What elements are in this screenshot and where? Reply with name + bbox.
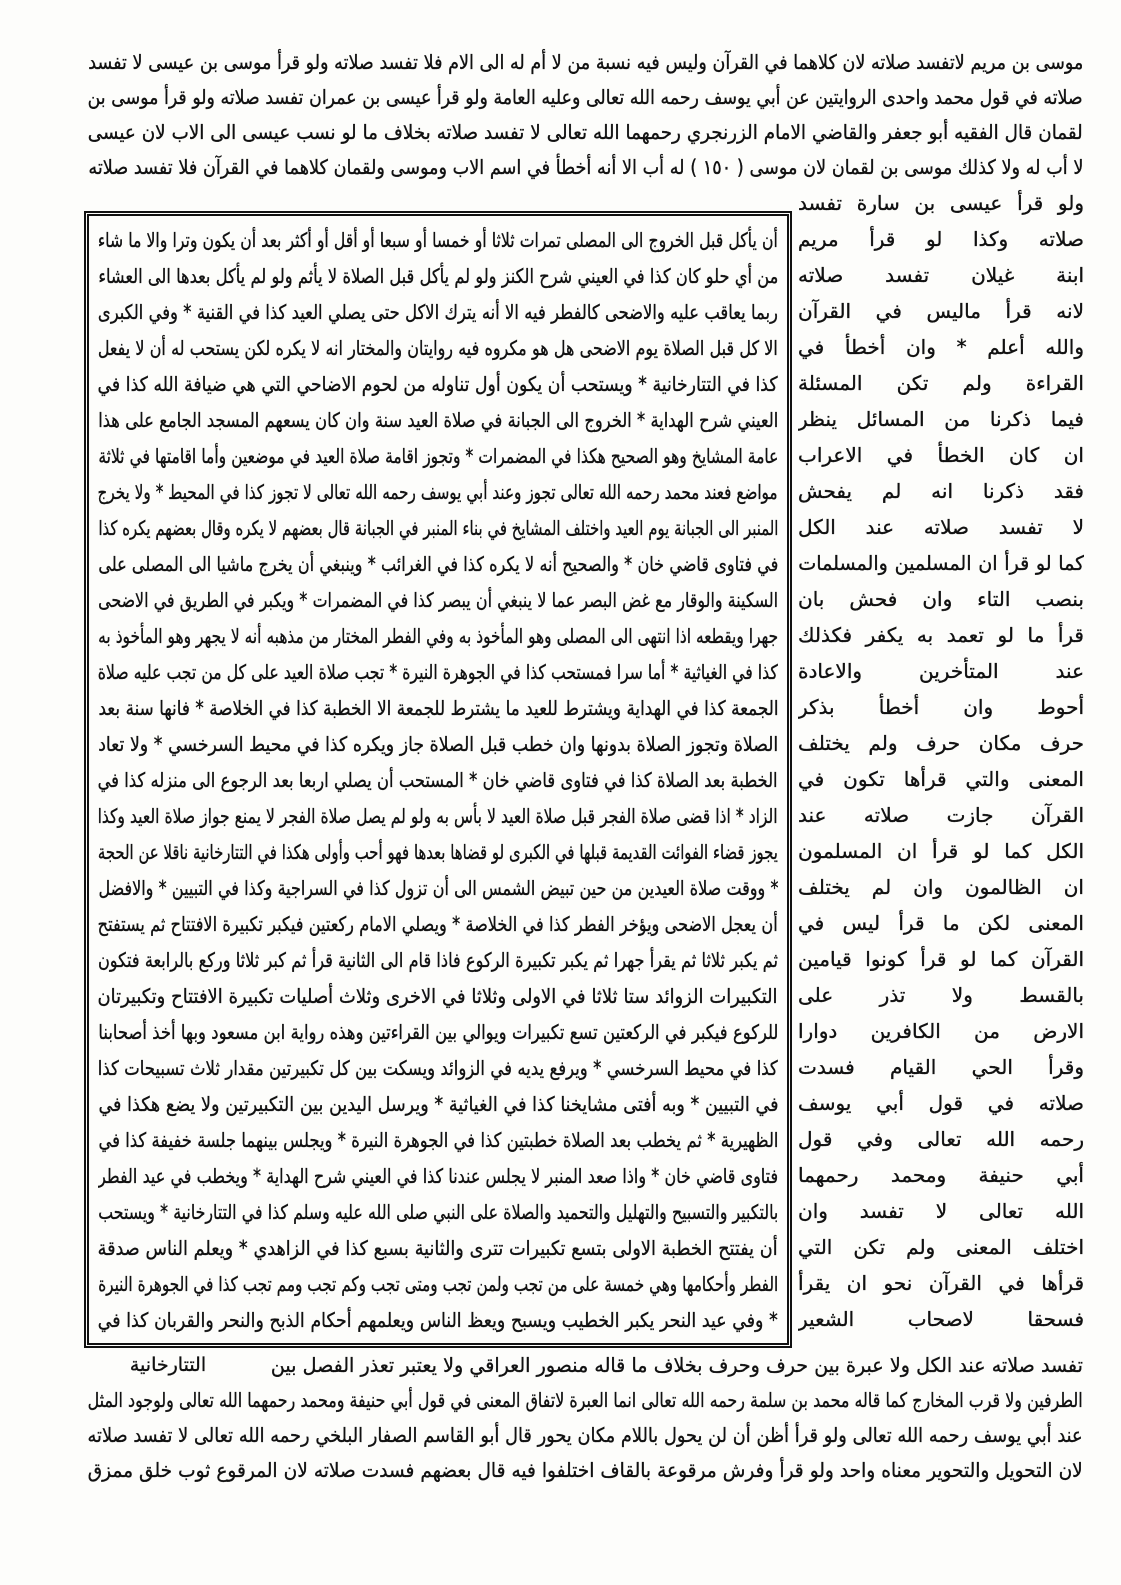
box-line-20-text: أن يعجل الاضحى ويؤخر الفطر كذا في الخلاصة * ويصلي الامام ركعتين فيكبر تكبيرة الافتتاح ثم يستفتح [98, 912, 778, 936]
header-line-1 [88, 45, 1083, 80]
page-number: ( ١٥٠ ) [689, 155, 744, 179]
box-line-25-text: في التبيين * وبه أفتى مشايخنا كذا في الغياثية * ويرسل اليدين بين التكبيرتين ولا يضع هكذا في [98, 1092, 778, 1116]
header-line-4-text [88, 150, 1083, 185]
box-line-14 [98, 690, 778, 726]
margin-line-11-text: كما لو قرأ ان المسلمين والمسلمات [798, 551, 1084, 575]
margin-line-6 [798, 365, 1084, 401]
box-line-29-text: أن يفتتح الخطبة الاولى بتسع تكبيرات تترى والثانية بسبع كذا في الزاهدي * ويعلم الناس صدقة [98, 1236, 778, 1260]
box-line-25 [98, 1086, 778, 1122]
margin-line-27 [798, 1121, 1084, 1157]
margin-line-29 [798, 1193, 1084, 1229]
box-line-22 [98, 978, 778, 1014]
box-line-14-text: الجمعة كذا في الهداية ويشترط للعيد ما يشترط للجمعة الا الخطبة كذا في الخلاصة * فانها سنة بعد [98, 696, 778, 720]
margin-line-31 [798, 1265, 1084, 1301]
margin-line-30 [798, 1229, 1084, 1265]
box-line-16 [98, 762, 778, 798]
margin-line-19 [798, 833, 1084, 869]
box-line-9-text: المنبر الى الجبانة يوم العيد واختلف المشايخ في بناء المنبر في الجبانة قال بعضهم لا يكره وقال بعضهم يكره كذا [98, 516, 778, 540]
box-line-16-text: الخطبة بعد الصلاة كذا في فتاوى قاضي خان * المستحب أن يصلي اربعا بعد الرجوع الى منزله كذا في [98, 768, 778, 792]
box-line-18-text: يجوز قضاء الفوائت القديمة قبلها في الكبرى لو قضاها بعدها فهو أحب وأولى هكذا في التتارخانية ناقلا عن الحجة [98, 840, 778, 864]
box-line-1 [98, 222, 778, 258]
margin-line-8-text: ان كان الخطأ في الاعراب [798, 443, 1084, 467]
margin-line-12 [798, 581, 1084, 617]
footer-line-1 [271, 1348, 1083, 1383]
box-line-7 [98, 438, 778, 474]
box-line-15-text: الصلاة وتجوز الصلاة بدونها وان خطب قبل الصلاة جاز ويكره كذا في محيط السرخسي * ولا تعاد [98, 732, 778, 756]
margin-line-10 [798, 509, 1084, 545]
margin-line-5 [798, 329, 1084, 365]
footer-line-4 [88, 1453, 1083, 1488]
box-line-17-text: الزاد * اذا قضى صلاة الفجر قبل صلاة العيد لا بأس به ولو لم يصل صلاة الفجر لا يمنع جواز صلاة العيد وكذا [98, 804, 778, 828]
margin-line-13-text: قرأ ما لو تعمد به يكفر فكذلك [798, 623, 1084, 647]
margin-line-14-text: عند المتأخرين والاعادة [798, 659, 1084, 683]
margin-line-5-text: والله أعلم * وان أخطأ في [798, 335, 1084, 359]
margin-line-9-text: فقد ذكرنا انه لم يفحش [798, 479, 1084, 503]
box-line-12 [98, 618, 778, 654]
header-line-3-text: لقمان قال الفقيه أبو جعفر والقاضي الامام الزرنجري رحمهما الله تعالى لا تفسد صلاته بخلاف ما لو نسب عيسى الى الاب لان عيسى [88, 120, 1083, 144]
margin-line-22-text: القرآن كما لو قرأ كونوا قيامين [798, 947, 1084, 971]
margin-line-24 [798, 1013, 1084, 1049]
margin-line-17-text: المعنى والتي قرأها تكون في [798, 767, 1084, 791]
margin-line-15 [798, 689, 1084, 725]
margin-text-column [798, 185, 1084, 1337]
margin-line-18-text: القرآن جازت صلاته عند [798, 803, 1084, 827]
margin-line-32-text: فسحقا لاصحاب الشعير [798, 1307, 1084, 1331]
margin-line-6-text: القراءة ولم تكن المسئلة [798, 371, 1084, 395]
header-line-3 [88, 115, 1083, 150]
margin-line-8 [798, 437, 1084, 473]
margin-line-25 [798, 1049, 1084, 1085]
margin-line-2-text: صلاته وكذا لو قرأ مريم [798, 227, 1084, 251]
box-line-1-text: أن يأكل قبل الخروج الى المصلى تمرات ثلاثا أو خمسا أو سبعا أو أقل أو أكثر بعد أن يكون وترا والا ما شاء [98, 228, 778, 252]
margin-line-23-text: بالقسط ولا تذر على [798, 983, 1084, 1007]
box-line-4-text: الا كل قبل الصلاة يوم الاضحى هل هو مكروه فيه روايتان والمختار انه لا يكره لكن يستحب له أن لا يفعل [98, 336, 778, 360]
margin-line-7-text: فيما ذكرنا من المسائل ينظر [798, 407, 1084, 431]
box-line-27-text: فتاوى قاضي خان * واذا صعد المنبر لا يجلس عندنا كذا في العيني شرح الهداية * ويخطب في عيد الفطر [98, 1164, 778, 1188]
margin-line-30-text: اختلف المعنى ولم تكن التي [798, 1235, 1084, 1259]
box-line-29 [98, 1230, 778, 1266]
footer-line-3-text: عند أبي يوسف رحمه الله تعالى ولو قرأ أظن أن لن يحول باللام مكان يحور قال أبو القاسم الصفار البلخي رحمه الله تعالى لا تفسد صلاته [88, 1423, 1083, 1447]
box-line-30 [98, 1266, 778, 1302]
margin-line-15-text: أحوط وان أخطأ بذكر [798, 695, 1084, 719]
box-line-21 [98, 942, 778, 978]
margin-line-11 [798, 545, 1084, 581]
box-line-19-text: * ووقت صلاة العيدين من حين تبيض الشمس الى أن تزول كذا في السراجية وكذا في التبيين * والافضل [98, 876, 778, 900]
margin-line-9 [798, 473, 1084, 509]
margin-line-10-text: لا تفسد صلاته عند الكل [798, 515, 1084, 539]
box-line-31-text: * وفي عيد النحر يكبر الخطيب ويسبح ويعظ الناس ويعلمهم أحكام الذبح والنحر والقربان كذا في [98, 1308, 778, 1332]
box-line-28 [98, 1194, 778, 1230]
margin-line-16-text: حرف مكان حرف ولم يختلف [798, 731, 1084, 755]
margin-line-23 [798, 977, 1084, 1013]
margin-line-20 [798, 869, 1084, 905]
box-line-26 [98, 1122, 778, 1158]
margin-line-29-text: الله تعالى لا تفسد وان [798, 1199, 1084, 1223]
footer-line-4-text: لان التحويل والتحوير معناه واحد ولو قرأ وفرش مرقوعة بالقاف اختلفوا فيه قال بعضهم فسدت صلاته لان المرقوع ثوب خلق ممزق [88, 1458, 1083, 1482]
box-line-13 [98, 654, 778, 690]
margin-line-1-text: ولو قرأ عيسى بن سارة تفسد [798, 191, 1084, 215]
footer-line-2-text: الطرفين ولا قرب المخارج كما قاله محمد بن سلمة رحمه الله تعالى انما العبرة لاتفاق المعنى في قول أبي حنيفة ومحمد رحمهما الله تعالى ولوجود المثل [88, 1388, 1083, 1412]
margin-line-26 [798, 1085, 1084, 1121]
footer-line-1-row [88, 1348, 1083, 1383]
header-line-2-text: صلاته في قول محمد واحدى الروايتين عن أبي يوسف رحمه الله تعالى وعليه العامة ولو قرأ عيسى بن عمران تفسد صلاته ولو قرأ موسى بن [88, 85, 1083, 109]
margin-line-4 [798, 293, 1084, 329]
margin-line-2 [798, 221, 1084, 257]
margin-line-14 [798, 653, 1084, 689]
box-line-7-text: عامة المشايخ وهو الصحيح هكذا في المضمرات * وتجوز اقامة صلاة العيد في موضعين وأما اقامتها في ثلاثة [98, 444, 778, 468]
box-line-28-text: بالتكبير والتسبيح والتهليل والتحميد والصلاة على النبي صلى الله عليه وسلم كذا في التتارخانية * ويستحب [98, 1200, 778, 1224]
margin-line-12-text: بنصب التاء وان فحش بان [798, 587, 1084, 611]
main-text-box [84, 211, 792, 1348]
header-line-2 [88, 80, 1083, 115]
box-line-2 [98, 258, 778, 294]
footer-line-1-text: تفسد صلاته عند الكل ولا عبرة بين حرف وحرف بخلاف ما قاله منصور العراقي ولا يعتبر تعذر الفصل بين [271, 1353, 1083, 1377]
footer-line-3 [88, 1418, 1083, 1453]
margin-line-17 [798, 761, 1084, 797]
box-line-30-text: الفطر وأحكامها وهي خمسة على من تجب ولمن تجب ومتى تجب وكم تجب ومم تجب كذا في الجوهرة النيرة [98, 1272, 778, 1296]
margin-line-24-text: الارض من الكافرين دوارا [798, 1019, 1084, 1043]
box-line-6-text: العيني شرح الهداية * الخروج الى الجبانة في صلاة العيد سنة وان كان يسعهم المسجد الجامع على هذا [98, 408, 778, 432]
box-line-24-text: كذا في محيط السرخسي * ويرفع يديه في الزوائد ويسكت بين كل تكبيرتين مقدار ثلاث تسبيحات كذا [98, 1056, 778, 1080]
box-line-3-text: ربما يعاقب عليه والاضحى كالفطر فيه الا أنه يترك الاكل حتى يصلي العيد كذا في القنية * وفي الكبرى [98, 300, 778, 324]
margin-line-21 [798, 905, 1084, 941]
margin-line-26-text: صلاته في قول أبي يوسف [798, 1091, 1084, 1115]
box-line-31 [98, 1302, 778, 1338]
header-line-4 [88, 150, 1083, 185]
header-line-4-left: له أب الا أنه أخطأ في اسم الاب وموسى ولقمان كلاهما في القرآن فلا تفسد صلاته [88, 155, 685, 179]
box-line-5 [98, 366, 778, 402]
box-line-3 [98, 294, 778, 330]
box-line-2-text: من أي حلو كان كذا في العيني شرح الكنز ولو لم يأكل قبل الصلاة لا يأثم ولو لم يأكل بعدها الى العشاء [98, 264, 778, 288]
margin-line-13 [798, 617, 1084, 653]
margin-line-32 [798, 1301, 1084, 1337]
catchword: التتارخانية [129, 1354, 207, 1376]
box-line-21-text: ثم يكبر ثلاثا ثم يقرأ جهرا ثم يكبر تكبيرة الركوع فاذا قام الى الثانية قرأ ثم كبر ثلاثا وركع بالرابعة فتكون [98, 948, 778, 972]
margin-line-22 [798, 941, 1084, 977]
box-line-23 [98, 1014, 778, 1050]
box-line-22-text: التكبيرات الزوائد ستا ثلاثا في الاولى وثلاثا في الاخرى وثلاث أصليات تكبيرة الافتتاح وتكبيرتان [98, 984, 778, 1008]
box-line-26-text: الظهيرية * ثم يخطب بعد الصلاة خطبتين كذا في الجوهرة النيرة * ويجلس بينهما جلسة خفيفة كذا في [98, 1128, 778, 1152]
margin-line-25-text: وقرأ الحي القيام فسدت [798, 1055, 1084, 1079]
box-line-17 [98, 798, 778, 834]
margin-line-27-text: رحمه الله تعالى وفي قول [798, 1127, 1084, 1151]
margin-line-19-text: الكل كما لو قرأ ان المسلمون [798, 839, 1084, 863]
box-line-15 [98, 726, 778, 762]
margin-line-4-text: لانه قرأ ماليس في القرآن [798, 299, 1084, 323]
margin-line-21-text: المعنى لكن ما قرأ ليس في [798, 911, 1084, 935]
margin-line-16 [798, 725, 1084, 761]
box-line-19 [98, 870, 778, 906]
box-line-18 [98, 834, 778, 870]
box-line-6 [98, 402, 778, 438]
box-line-4 [98, 330, 778, 366]
margin-line-18 [798, 797, 1084, 833]
box-line-13-text: كذا في الغياثية * أما سرا فمستحب كذا في الجوهرة النيرة * تجب صلاة العيد على كل من تجب عليه صلاة [98, 660, 778, 684]
margin-line-28-text: أبي حنيفة ومحمد رحمهما [798, 1163, 1084, 1187]
margin-line-1 [798, 185, 1084, 221]
box-line-20 [98, 906, 778, 942]
margin-line-3 [798, 257, 1084, 293]
box-line-24 [98, 1050, 778, 1086]
box-line-9 [98, 510, 778, 546]
box-line-11 [98, 582, 778, 618]
box-line-10 [98, 546, 778, 582]
box-line-11-text: السكينة والوقار مع غض البصر عما لا ينبغي أن يبصر كذا في المضمرات * ويكبر في الطريق في الاضحى [98, 588, 778, 612]
box-line-10-text: في فتاوى قاضي خان * والصحيح أنه لا يكره كذا في الغرائب * وينبغي أن يخرج ماشيا الى المصلى على [98, 552, 778, 576]
box-line-8-text: مواضع فعند محمد رحمه الله تعالى تجوز وعند أبي يوسف رحمه الله تعالى لا تجوز كذا في المحيط * ولا يخرج [98, 480, 778, 504]
margin-line-3-text: ابنة غيلان تفسد صلاته [798, 263, 1084, 287]
margin-line-28 [798, 1157, 1084, 1193]
header-line-1-text: موسى بن مريم لاتفسد صلاته لان كلاهما في القرآن وليس فيه نسبة من لا أم له الى الام فلا تفسد صلاته ولو قرأ موسى بن عيسى لا تفسد [88, 50, 1083, 74]
footer-text-block [88, 1348, 1083, 1488]
box-line-12-text: جهرا ويقطعه اذا انتهى الى المصلى وهو المأخوذ به وفي الفطر المختار من مذهبه أنه لا يجهر وهو المأخوذ به [98, 624, 778, 648]
box-line-23-text: للركوع فيكبر في الركعتين تسع تكبيرات ويوالي بين القراءتين وهذه رواية ابن مسعود وبها أخذ أصحابنا [98, 1020, 778, 1044]
margin-line-31-text: قرأها في القرآن نحو ان يقرأ [798, 1271, 1084, 1295]
header-text-block [88, 45, 1083, 185]
box-line-5-text: كذا في التتارخانية * ويستحب أن يكون أول تناوله من لحوم الاضاحي التي هي ضيافة الله كذا في [98, 372, 778, 396]
box-line-8 [98, 474, 778, 510]
margin-line-7 [798, 401, 1084, 437]
header-line-4-right: لا أب له ولا كذلك موسى بن لقمان لان موسى [749, 155, 1083, 179]
footer-line-2 [88, 1383, 1083, 1418]
box-line-27 [98, 1158, 778, 1194]
margin-line-20-text: ان الظالمون وان لم يختلف [798, 875, 1084, 899]
